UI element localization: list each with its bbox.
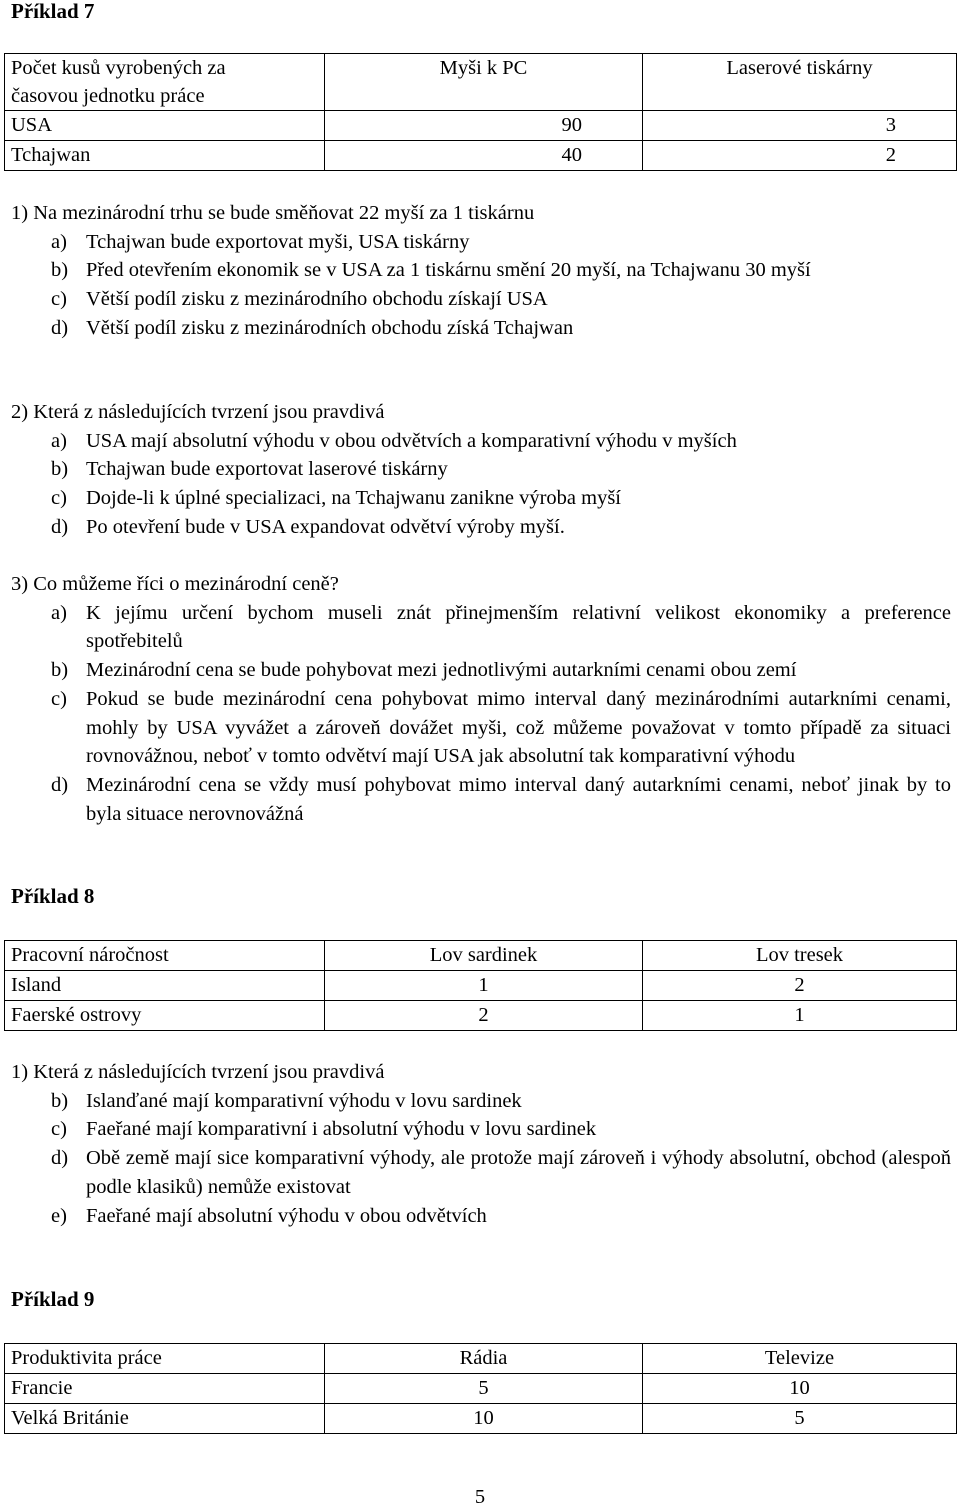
table-cell: 90 [325, 111, 643, 141]
option-text: Mezinárodní cena se vždy musí pohybovat mimo interval daný autarkními cenami, neboť jinak by to byla situace nerovnovážná [86, 773, 951, 825]
option-text: Tchajwan bude exportovat laserové tiskárny [86, 458, 448, 481]
question-stem: 3) Co můžeme říci o mezinárodní ceně? [11, 573, 339, 595]
option-text: Pokud se bude mezinárodní cena pohybovat mimo interval daný mezinárodními autarkními cenami, mohly by USA vyvážet a zároveň dovážet myši, což můžeme považovat v tomto případě za situaci rovnovážnou, neboť v tomto odvětví mají USA jak absolutní tak komparativní výhodu [86, 687, 951, 768]
option-item [11, 599, 951, 656]
example-9-title: Příklad 9 [11, 1287, 95, 1311]
table-cell: 1 [643, 1001, 957, 1031]
table-cell: Pracovní náročnost [5, 941, 325, 971]
table-cell: 10 [325, 1404, 643, 1434]
table-row [5, 111, 957, 141]
question-stem: 1) Na mezinárodní trhu se bude směňovat 22 myší za 1 tiskárnu [11, 202, 535, 224]
table-cell: Počet kusů vyrobených za časovou jednotku práce [5, 54, 325, 111]
table-row [5, 141, 957, 171]
table-cell: Rádia [325, 1344, 643, 1374]
option-item [11, 685, 951, 771]
option-item [11, 455, 951, 484]
option-text: Faeřané mají absolutní výhodu v obou odvětvích [86, 1204, 487, 1227]
option-item [11, 427, 951, 456]
option-label: d) [51, 515, 69, 538]
option-label: c) [51, 487, 67, 510]
table-cell: 2 [325, 1001, 643, 1031]
table-cell: Lov sardinek [325, 941, 643, 971]
option-label: d) [51, 1147, 69, 1170]
table-row [5, 971, 957, 1001]
option-label: c) [51, 687, 67, 710]
option-item [11, 1202, 951, 1231]
question-stem: 2) Která z následujících tvrzení jsou pravdivá [11, 401, 385, 423]
option-text: Mezinárodní cena se bude pohybovat mezi jednotlivými autarkními cenami obou zemí [86, 659, 797, 682]
table-cell: Faerské ostrovy [5, 1001, 325, 1031]
table-header-row [5, 1344, 957, 1374]
table-row [5, 1374, 957, 1404]
option-label: e) [51, 1204, 67, 1227]
example-9-table [4, 1343, 957, 1434]
table-header-row [5, 54, 957, 111]
option-text: Větší podíl zisku z mezinárodního obchodu získají USA [86, 288, 548, 311]
table-cell: Velká Británie [5, 1404, 325, 1434]
option-item [11, 1115, 951, 1144]
option-label: a) [51, 601, 67, 624]
option-item [11, 228, 951, 257]
option-label: d) [51, 316, 69, 339]
option-item [11, 285, 951, 314]
table-cell: USA [5, 111, 325, 141]
option-item [11, 771, 951, 828]
table-row [5, 1001, 957, 1031]
example-7-table [4, 53, 957, 171]
table-cell: 2 [643, 971, 957, 1001]
option-text: Faeřané mají komparativní i absolutní výhodu v lovu sardinek [86, 1118, 597, 1141]
option-label: a) [51, 230, 67, 253]
table-cell: Tchajwan [5, 141, 325, 171]
table-cell: Laserové tiskárny [643, 54, 957, 111]
option-item [11, 1144, 951, 1201]
question-7-1 [11, 199, 951, 343]
option-item [11, 484, 951, 513]
table-cell: Televize [643, 1344, 957, 1374]
table-header-row [5, 941, 957, 971]
option-item [11, 1087, 951, 1116]
table-cell: 5 [643, 1404, 957, 1434]
table-cell: Island [5, 971, 325, 1001]
option-text: K jejímu určení bychom museli znát přinejmenším relativní velikost ekonomiky a preference spotřebitelů [86, 601, 951, 653]
option-label: b) [51, 259, 69, 282]
table-cell: Francie [5, 1374, 325, 1404]
table-cell: 40 [325, 141, 643, 171]
table-cell: Lov tresek [643, 941, 957, 971]
option-text: Tchajwan bude exportovat myši, USA tiskárny [86, 230, 470, 253]
option-text: Islanďané mají komparativní výhodu v lovu sardinek [86, 1089, 522, 1112]
option-label: b) [51, 659, 69, 682]
option-item [11, 513, 951, 542]
option-label: c) [51, 288, 67, 311]
option-text: Dojde-li k úplné specializaci, na Tchajwanu zanikne výroba myší [86, 487, 621, 510]
question-stem: 1) Která z následujících tvrzení jsou pravdivá [11, 1061, 385, 1083]
table-cell: 5 [325, 1374, 643, 1404]
option-item [11, 656, 951, 685]
page-number: 5 [474, 1486, 486, 1508]
table-cell: 1 [325, 971, 643, 1001]
option-item [11, 256, 906, 285]
example-7-title: Příklad 7 [11, 0, 95, 23]
table-cell: 10 [643, 1374, 957, 1404]
option-label: a) [51, 429, 67, 452]
option-label: d) [51, 773, 69, 796]
table-cell: Myši k PC [325, 54, 643, 111]
table-row [5, 1404, 957, 1434]
option-text: Obě země mají sice komparativní výhody, ale protože mají zároveň i výhody absolutní, obchod (alespoň podle klasiků) nemůže existovat [86, 1147, 951, 1198]
table-cell: 3 [643, 111, 957, 141]
question-8-1 [11, 1058, 951, 1230]
option-label: b) [51, 1089, 69, 1112]
question-7-2 [11, 398, 951, 542]
table-cell: Produktivita práce [5, 1344, 325, 1374]
option-item [11, 314, 951, 343]
example-8-table [4, 940, 957, 1031]
option-text: Po otevření bude v USA expandovat odvětví výroby myší. [86, 515, 565, 538]
option-label: b) [51, 458, 69, 481]
example-8-title: Příklad 8 [11, 884, 95, 908]
question-7-3 [11, 570, 951, 828]
option-label: c) [51, 1118, 67, 1141]
option-text: USA mají absolutní výhodu v obou odvětvích a komparativní výhodu v myších [86, 429, 737, 452]
option-text: Před otevřením ekonomik se v USA za 1 tiskárnu smění 20 myší, na Tchajwanu 30 myší [86, 259, 811, 282]
table-cell: 2 [643, 141, 957, 171]
option-text: Větší podíl zisku z mezinárodních obchodu získá Tchajwan [86, 316, 574, 339]
